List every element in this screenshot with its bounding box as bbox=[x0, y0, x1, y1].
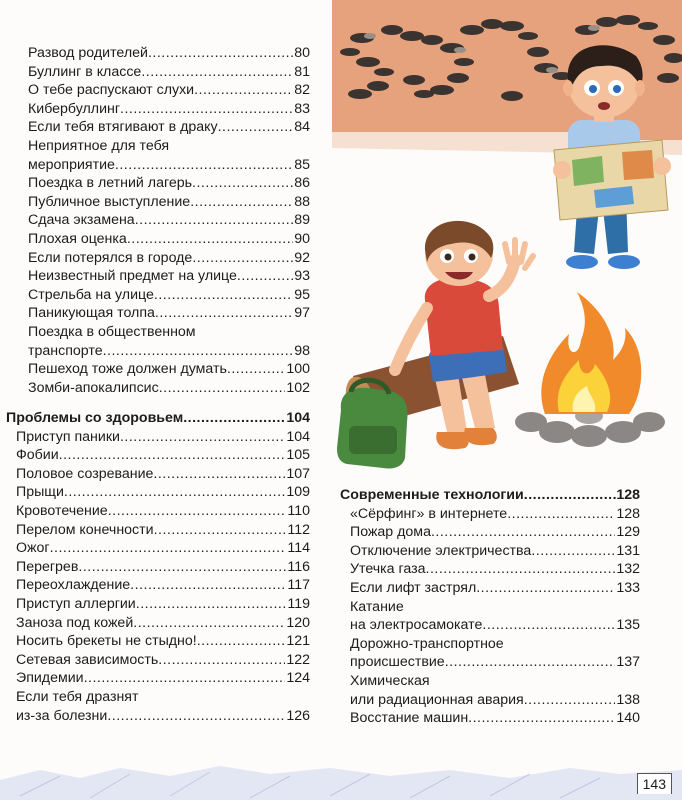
toc-entry[interactable] bbox=[16, 521, 310, 540]
toc-entry-title: или радиационная авария bbox=[350, 691, 524, 708]
toc-entry[interactable] bbox=[28, 63, 310, 82]
toc-entry-title-line1: Дорожно-транспортное bbox=[350, 635, 504, 652]
toc-entry-title: Сдача экзамена bbox=[28, 212, 135, 229]
bottom-decorative-band bbox=[0, 766, 682, 800]
toc-entry[interactable] bbox=[350, 635, 640, 672]
toc-entry-title: Перелом конечности bbox=[16, 521, 154, 538]
toc-entry-page: 131 bbox=[616, 542, 640, 559]
toc-entry-title: Если тебя втягивают в драку bbox=[28, 119, 218, 136]
toc-entry[interactable] bbox=[16, 428, 310, 447]
toc-entry[interactable] bbox=[28, 304, 310, 323]
toc-entry-page: 138 bbox=[616, 691, 640, 708]
toc-entry[interactable] bbox=[16, 539, 310, 558]
toc-entry-title: Приступ аллергии bbox=[16, 595, 136, 612]
toc-entry-title: Утечка газа bbox=[350, 561, 426, 578]
toc-entry-title: Носить брекеты не стыдно! bbox=[16, 633, 197, 650]
toc-entry-title: Неизвестный предмет на улице bbox=[28, 268, 237, 285]
toc-entry-page: 83 bbox=[294, 100, 310, 117]
toc-entry-page: 95 bbox=[294, 286, 310, 303]
toc-entry-page: 116 bbox=[287, 558, 310, 575]
toc-entry[interactable] bbox=[16, 558, 310, 577]
toc-entry[interactable] bbox=[16, 483, 310, 502]
toc-entry-title: Развод родителей bbox=[28, 45, 148, 61]
toc-entry-line2 bbox=[350, 691, 640, 710]
toc-entry[interactable] bbox=[28, 323, 310, 360]
toc-entry[interactable] bbox=[350, 560, 640, 579]
section-heading-health[interactable] bbox=[6, 409, 310, 428]
toc-entry-title: Прыщи bbox=[16, 484, 64, 501]
toc-entry-title: Эпидемии bbox=[16, 670, 84, 687]
toc-entry-title: Публичное выступление bbox=[28, 193, 191, 210]
toc-entry-line2 bbox=[28, 156, 310, 175]
toc-entry-page: 120 bbox=[286, 614, 310, 631]
toc-entry-title-line1: Катание bbox=[350, 598, 404, 615]
toc-entry[interactable] bbox=[16, 651, 310, 670]
toc-entry-title: Кровотечение bbox=[16, 502, 108, 519]
toc-entry-title: Пешеход тоже должен думать bbox=[28, 361, 227, 378]
toc-entry-page: 117 bbox=[287, 577, 310, 594]
toc-section-tech bbox=[340, 486, 640, 728]
toc-entry[interactable] bbox=[28, 286, 310, 305]
toc-entry-page: 105 bbox=[286, 447, 310, 464]
toc-entry-title: Сетевая зависимость bbox=[16, 651, 159, 668]
toc-entry-page: 126 bbox=[286, 707, 310, 724]
toc-entry-page: 124 bbox=[286, 670, 310, 687]
toc-entry-title-line1: Химическая bbox=[350, 672, 430, 689]
toc-entry-page: 133 bbox=[616, 579, 640, 596]
toc-entry-line2 bbox=[350, 653, 640, 672]
toc-entry-line2 bbox=[350, 616, 640, 635]
toc-entry-title: Фобии bbox=[16, 447, 59, 464]
toc-entry-page: 89 bbox=[294, 212, 310, 229]
toc-entry-page: 129 bbox=[616, 524, 640, 541]
toc-entry-title: из-за болезни bbox=[16, 707, 108, 724]
toc-entry-title-line1: Поездка в общественном bbox=[28, 323, 196, 340]
section-items-health bbox=[6, 428, 310, 726]
toc-entry-page: 80 bbox=[294, 45, 310, 61]
toc-entry[interactable] bbox=[28, 360, 310, 379]
toc-entry-page: 84 bbox=[294, 119, 310, 136]
toc-entry-page: 137 bbox=[616, 654, 640, 671]
toc-entry-title: мероприятие bbox=[28, 156, 115, 173]
toc-entry[interactable] bbox=[28, 379, 310, 398]
toc-entry[interactable] bbox=[28, 100, 310, 119]
toc-entry-page: 122 bbox=[286, 651, 310, 668]
toc-entry-title: транспорте bbox=[28, 342, 103, 359]
toc-entry-title: «Сёрфинг» в интернете bbox=[350, 505, 508, 522]
toc-entry-page: 81 bbox=[294, 63, 310, 80]
toc-entry[interactable] bbox=[16, 669, 310, 688]
toc-entry[interactable] bbox=[28, 137, 310, 174]
toc-entry[interactable] bbox=[16, 446, 310, 465]
toc-entry-page: 102 bbox=[286, 379, 310, 396]
toc-entry-title: Половое созревание bbox=[16, 465, 154, 482]
toc-entry-title: Стрельба на улице bbox=[28, 286, 154, 303]
toc-entry-page: 104 bbox=[286, 428, 310, 445]
toc-entry[interactable] bbox=[16, 502, 310, 521]
toc-entry[interactable] bbox=[16, 688, 310, 725]
toc-section-health bbox=[6, 409, 310, 725]
toc-entry-title: Ожог bbox=[16, 540, 50, 557]
toc-entry-page: 93 bbox=[294, 268, 310, 285]
toc-entry[interactable] bbox=[350, 598, 640, 635]
toc-entry[interactable] bbox=[350, 579, 640, 598]
toc-entry[interactable] bbox=[28, 267, 310, 286]
toc-entry-page: 128 bbox=[616, 505, 640, 522]
section-heading-page: 104 bbox=[286, 410, 310, 426]
toc-entry[interactable] bbox=[16, 595, 310, 614]
toc-entry[interactable] bbox=[350, 709, 640, 728]
campfire-boy-illustration bbox=[333, 200, 682, 470]
toc-entry[interactable] bbox=[28, 230, 310, 249]
toc-entry[interactable] bbox=[28, 249, 310, 268]
toc-entry-page: 112 bbox=[287, 521, 310, 538]
toc-entry-page: 119 bbox=[287, 595, 310, 612]
toc-entry[interactable] bbox=[28, 174, 310, 193]
toc-entry[interactable] bbox=[16, 465, 310, 484]
toc-entry-page: 107 bbox=[286, 465, 310, 482]
toc-entry[interactable] bbox=[28, 193, 310, 212]
toc-entry[interactable] bbox=[28, 118, 310, 137]
toc-entry-title: Приступ паники bbox=[16, 428, 120, 445]
page-number: 143 bbox=[637, 773, 672, 794]
toc-entry-page: 88 bbox=[294, 193, 310, 210]
toc-entry-page: 86 bbox=[294, 175, 310, 192]
toc-entry[interactable] bbox=[350, 672, 640, 709]
section-heading-title: Проблемы со здоровьем bbox=[6, 410, 184, 426]
toc-entry-title: Буллинг в классе bbox=[28, 63, 142, 80]
toc-entry-title-line1: Если тебя дразнят bbox=[16, 688, 139, 705]
toc-entry-page: 90 bbox=[294, 230, 310, 247]
toc-entry-title: Пожар дома bbox=[350, 524, 431, 541]
toc-entry-page: 85 bbox=[294, 156, 310, 173]
toc-entry-page: 109 bbox=[286, 484, 310, 501]
section-heading-tech[interactable] bbox=[340, 486, 640, 505]
toc-entry[interactable] bbox=[28, 211, 310, 230]
toc-entry-title: происшествие bbox=[350, 654, 445, 671]
toc-entry-page: 98 bbox=[294, 342, 310, 359]
toc-entry-title: Плохая оценка bbox=[28, 230, 127, 247]
toc-entry-page: 140 bbox=[616, 710, 640, 727]
toc-entry[interactable] bbox=[16, 614, 310, 633]
toc-entry-title: Кибербуллинг bbox=[28, 100, 121, 117]
toc-entry-title: Если потерялся в городе bbox=[28, 249, 193, 266]
toc-entry-page: 132 bbox=[616, 561, 640, 578]
toc-entry-title: О тебе распускают слухи bbox=[28, 82, 195, 99]
toc-entry-page: 121 bbox=[286, 633, 310, 650]
toc-entry-title: Поездка в летний лагерь bbox=[28, 175, 192, 192]
toc-entry-page: 114 bbox=[287, 540, 310, 557]
toc-column-top bbox=[28, 44, 310, 397]
toc-entry-page: 100 bbox=[286, 361, 310, 378]
toc-entry-title: Если лифт застрял bbox=[350, 579, 477, 596]
section-heading-page: 128 bbox=[616, 487, 640, 503]
toc-entry[interactable] bbox=[16, 632, 310, 651]
toc-entry[interactable] bbox=[28, 81, 310, 100]
toc-entry-page: 97 bbox=[294, 305, 310, 322]
toc-entry-page: 92 bbox=[294, 249, 310, 266]
toc-entry-title: на электросамокате bbox=[350, 617, 483, 634]
toc-entry-line2 bbox=[16, 707, 310, 726]
toc-entry-title-line1: Неприятное для тебя bbox=[28, 137, 170, 154]
toc-entry-title: Зомби-апокалипсис bbox=[28, 379, 159, 396]
section-heading-title: Современные технологии bbox=[340, 487, 524, 503]
toc-entry-title: Паникующая толпа bbox=[28, 305, 155, 322]
toc-entry-page: 82 bbox=[294, 82, 310, 99]
toc-entry-line2 bbox=[28, 342, 310, 361]
toc-entry[interactable] bbox=[350, 542, 640, 561]
toc-entry[interactable] bbox=[350, 523, 640, 542]
toc-entry-title: Перегрев bbox=[16, 558, 79, 575]
toc-entry[interactable] bbox=[28, 44, 310, 63]
toc-entry[interactable] bbox=[16, 576, 310, 595]
section-items-tech bbox=[340, 505, 640, 728]
toc-entry-title: Заноза под кожей bbox=[16, 614, 134, 631]
toc-entry-title: Восстание машин bbox=[350, 710, 469, 727]
toc-entry-page: 135 bbox=[616, 617, 640, 634]
toc-entry[interactable] bbox=[350, 505, 640, 524]
toc-entry-title: Отключение электричества bbox=[350, 542, 532, 559]
toc-entry-page: 110 bbox=[287, 502, 310, 519]
toc-entry-title: Переохлаждение bbox=[16, 577, 131, 594]
